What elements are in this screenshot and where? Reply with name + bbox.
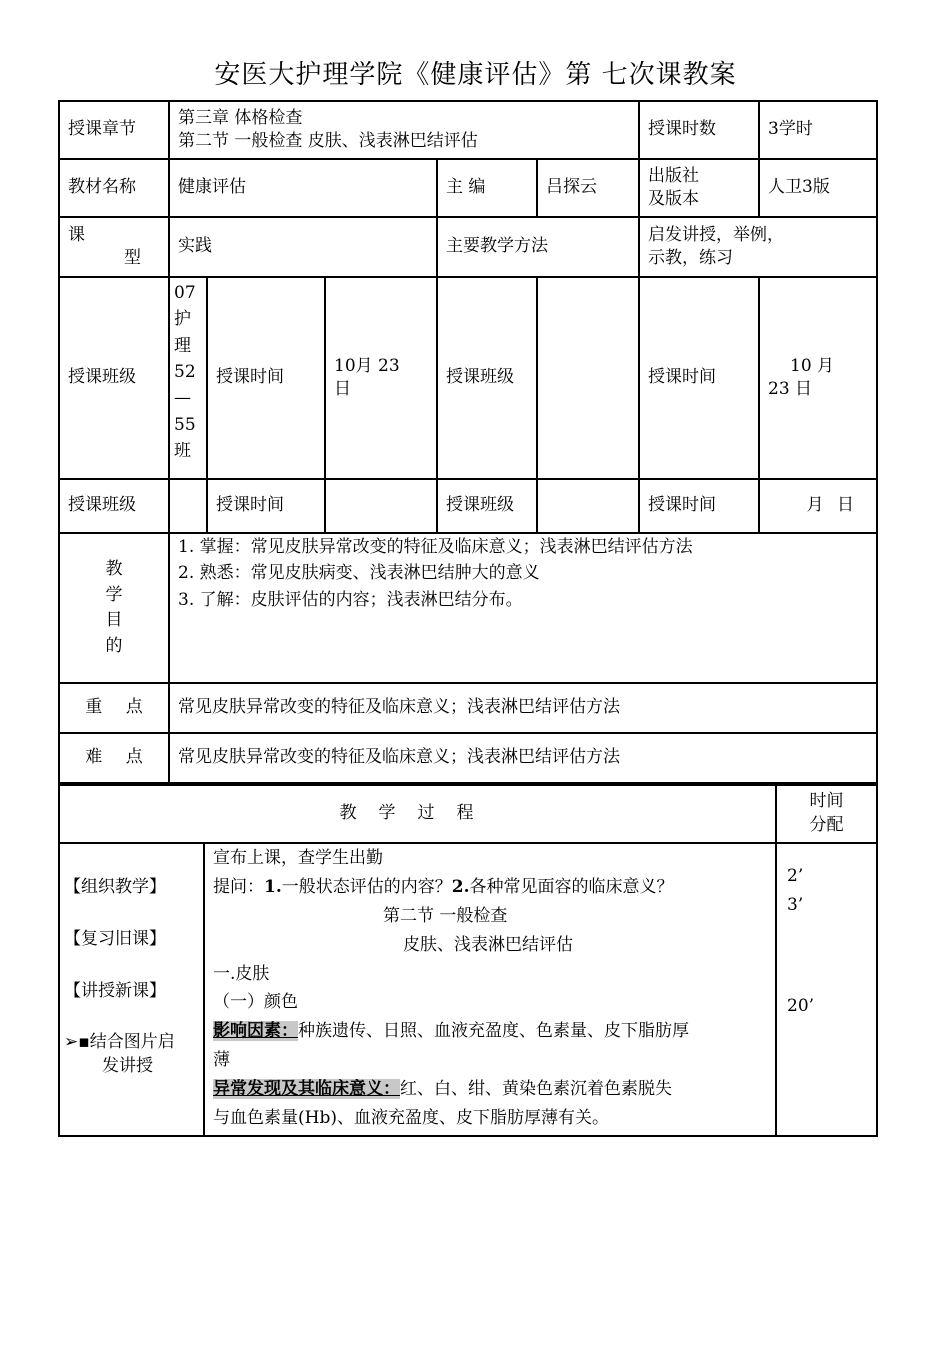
class-char: 护 bbox=[174, 309, 191, 330]
class-char: 55 bbox=[174, 414, 196, 435]
row-textbook bbox=[59, 159, 877, 217]
section-title: 第二节 一般检查 bbox=[383, 905, 508, 926]
content-line-1: 宣布上课，查学生出勤 bbox=[213, 848, 383, 868]
objective-item: 2. 熟悉：常见皮肤病变、浅表淋巴结肿大的意义 bbox=[178, 563, 540, 584]
class-label: 授课班级 bbox=[59, 479, 169, 533]
side-bullet: ➢▪结合图片启 bbox=[64, 1032, 175, 1053]
course-type-label bbox=[59, 217, 169, 277]
hours-label: 授课时数 bbox=[639, 101, 759, 159]
side-review: 【复习旧课】 bbox=[64, 928, 166, 949]
abnormal-line-2: 与血色素量(Hb)、血液充盈度、皮下脂肪厚薄有关。 bbox=[213, 1108, 609, 1129]
time-value bbox=[325, 277, 437, 479]
question-2: 各种常见面容的临床意义？ bbox=[469, 876, 674, 897]
time-value-b1: 10 月 bbox=[790, 356, 835, 377]
question-1: 一般状态评估的内容？ bbox=[281, 876, 452, 897]
time-value-b2: 23 日 bbox=[768, 379, 813, 399]
time-label-2: 授课时间 bbox=[639, 479, 759, 533]
objectives-label-char: 目 bbox=[105, 610, 123, 630]
abnormal-label: 异常发现及其临床意义： bbox=[213, 1079, 400, 1100]
chapter-line-2: 第二节 一般检查 皮肤、浅表淋巴结评估 bbox=[178, 131, 478, 151]
class-char: 理 bbox=[174, 335, 191, 356]
factor-label: 影响因素： bbox=[213, 1021, 298, 1042]
date-value: 月 日 bbox=[759, 479, 877, 533]
class-value bbox=[169, 277, 207, 479]
chapter-label: 授课章节 bbox=[59, 101, 169, 159]
question-1-num: 1. bbox=[264, 876, 282, 897]
page-title: 安医大护理学院《健康评估》第 七次课教案 bbox=[214, 60, 737, 90]
difficulty-value: 常见皮肤异常改变的特征及临床意义；浅表淋巴结评估方法 bbox=[169, 733, 877, 783]
chapter-line-1: 第三章 体格检查 bbox=[178, 108, 303, 129]
method-value bbox=[639, 217, 877, 277]
row-class-2 bbox=[59, 479, 877, 533]
item-color: （一）颜色 bbox=[213, 992, 298, 1013]
hours-value: 3学时 bbox=[759, 101, 877, 159]
objective-item: 3. 了解：皮肤评估的内容；浅表淋巴结分布。 bbox=[178, 589, 523, 610]
class-char: 班 bbox=[174, 441, 191, 462]
class-label: 授课班级 bbox=[59, 277, 169, 479]
class-value-2 bbox=[537, 479, 639, 533]
process-side-labels bbox=[59, 843, 204, 1136]
abnormal-text: 红、白、绀、黄染色素沉着色素脱失 bbox=[400, 1079, 672, 1100]
objective-item: 1. 掌握：常见皮肤异常改变的特征及临床意义；浅表淋巴结评估方法 bbox=[178, 537, 693, 557]
factor-line bbox=[213, 1017, 767, 1046]
difficulty-label: 难 点 bbox=[59, 733, 169, 783]
lesson-info-table bbox=[58, 100, 878, 784]
time-label: 授课时间 bbox=[207, 479, 325, 533]
row-objectives bbox=[59, 533, 877, 683]
class-value bbox=[169, 479, 207, 533]
subsection-title: 皮肤、浅表淋巴结评估 bbox=[403, 934, 573, 955]
content-question bbox=[213, 873, 767, 902]
objectives-list bbox=[169, 533, 877, 683]
publisher-label bbox=[639, 159, 759, 217]
process-body-row bbox=[59, 843, 877, 1136]
abnormal-line bbox=[213, 1075, 767, 1104]
method-value-2: 示教，练习 bbox=[648, 248, 733, 268]
row-class-1 bbox=[59, 277, 877, 479]
time-value-2: 日 bbox=[334, 379, 351, 399]
time-organize: 2’ bbox=[787, 866, 804, 886]
side-organize: 【组织教学】 bbox=[64, 877, 166, 897]
teaching-process-table bbox=[58, 784, 878, 1137]
process-content bbox=[204, 843, 776, 1136]
row-key-point bbox=[59, 683, 877, 733]
process-header bbox=[59, 785, 776, 843]
editor-value: 吕探云 bbox=[537, 159, 639, 217]
objectives-label bbox=[59, 533, 169, 683]
class-value-2 bbox=[537, 277, 639, 479]
publisher-label-line-2: 及版本 bbox=[648, 189, 699, 209]
key-point-label: 重 点 bbox=[59, 683, 169, 733]
side-bullet-2: 发讲授 bbox=[102, 1056, 153, 1077]
key-point-value: 常见皮肤异常改变的特征及临床意义；浅表淋巴结评估方法 bbox=[169, 683, 877, 733]
process-header-row bbox=[59, 785, 877, 843]
course-type-value: 实践 bbox=[169, 217, 437, 277]
time-label-2: 授课时间 bbox=[639, 277, 759, 479]
time-review: 3’ bbox=[787, 894, 804, 915]
item-skin: 一.皮肤 bbox=[213, 963, 270, 984]
row-chapter bbox=[59, 101, 877, 159]
class-char: — bbox=[174, 388, 191, 409]
question-2-num: 2. bbox=[451, 876, 470, 897]
row-course-type bbox=[59, 217, 877, 277]
time-header-1: 时间 bbox=[809, 791, 844, 812]
time-value-1: 10月 23 bbox=[334, 356, 400, 377]
course-type-label-2: 型 bbox=[124, 248, 141, 268]
course-type-label-1: 课 bbox=[68, 225, 85, 246]
editor-label: 主 编 bbox=[437, 159, 537, 217]
time-value bbox=[325, 479, 437, 533]
publisher-label-line-1: 出版社 bbox=[648, 166, 699, 187]
objectives-label-char: 教 bbox=[105, 559, 123, 579]
class-label-2: 授课班级 bbox=[437, 277, 537, 479]
class-label-2: 授课班级 bbox=[437, 479, 537, 533]
time-allocation bbox=[776, 843, 877, 1136]
publisher-value: 人卫3版 bbox=[759, 159, 877, 217]
objectives-label-char: 的 bbox=[105, 635, 123, 656]
question-prefix: 提问： bbox=[213, 876, 264, 897]
time-label: 授课时间 bbox=[207, 277, 325, 479]
objectives-label-char: 学 bbox=[105, 584, 123, 605]
method-value-1: 启发讲授，举例， bbox=[648, 225, 784, 246]
side-new-lesson: 【讲授新课】 bbox=[64, 980, 166, 1001]
factor-line-2: 薄 bbox=[213, 1050, 230, 1071]
class-char: 52 bbox=[174, 362, 196, 383]
method-label: 主要教学方法 bbox=[437, 217, 639, 277]
row-difficulty bbox=[59, 733, 877, 783]
time-header-2: 分配 bbox=[809, 815, 844, 835]
class-char: 07 bbox=[174, 283, 196, 303]
textbook-value: 健康评估 bbox=[169, 159, 437, 217]
time-value-2 bbox=[759, 277, 877, 479]
time-new-lesson: 20’ bbox=[787, 995, 815, 1016]
chapter-value bbox=[169, 101, 639, 159]
factor-text: 种族遗传、日照、血液充盈度、色素量、皮下脂肪厚 bbox=[298, 1021, 689, 1042]
process-header-text: 教学过程 bbox=[339, 803, 496, 824]
time-allocation-header bbox=[776, 785, 877, 843]
textbook-label: 教材名称 bbox=[59, 159, 169, 217]
